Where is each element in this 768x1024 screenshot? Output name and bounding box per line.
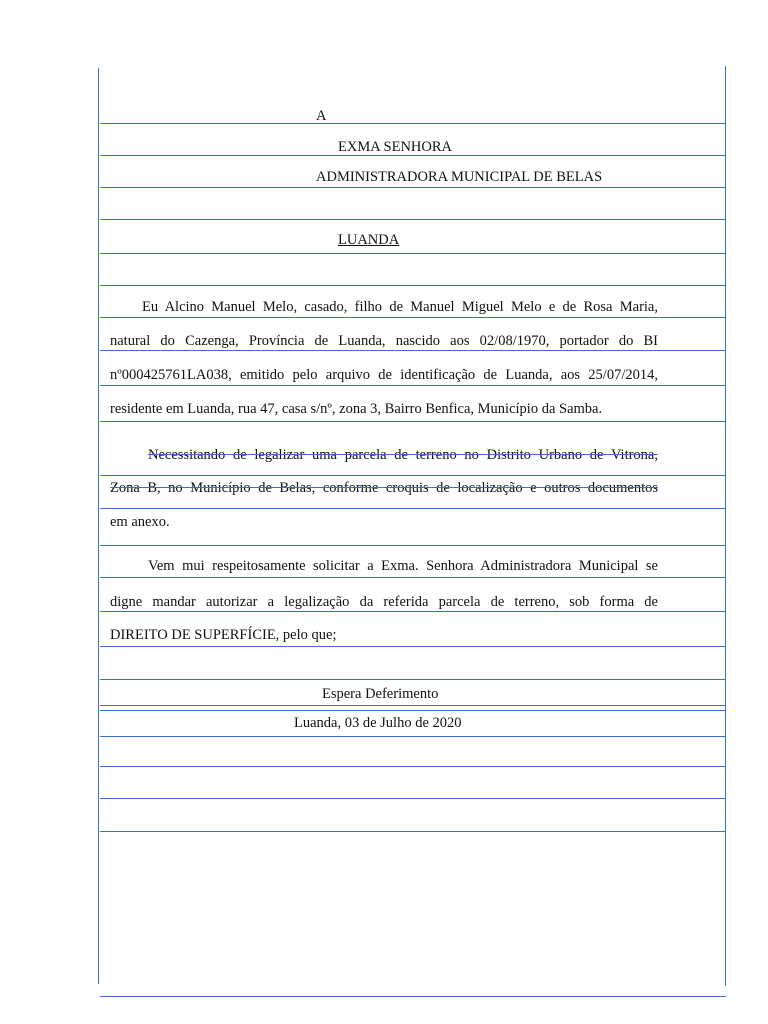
ruled-line: [100, 705, 726, 706]
paragraph-1-line-2: natural do Cazenga, Província de Luanda, nascido aos 02/08/1970, portador do BI: [110, 333, 658, 349]
ruled-line: [100, 545, 726, 546]
ruled-line: [100, 219, 726, 220]
paragraph-1-line-3: nº000425761LA038, emitido pelo arquivo de identificação de Luanda, aos 25/07/2014,: [110, 367, 658, 383]
paragraph-3-line-1: Vem mui respeitosamente solicitar a Exma. Senhora Administradora Municipal se: [148, 558, 658, 574]
ruled-line: [100, 646, 726, 647]
ruled-line: [100, 798, 726, 799]
ruled-line: [100, 385, 726, 386]
ruled-line: [100, 736, 726, 737]
ruled-line: [100, 350, 726, 351]
ruled-line: [100, 679, 726, 680]
recipient-city: LUANDA: [338, 232, 400, 248]
ruled-line: [100, 421, 726, 422]
ruled-line: [100, 577, 726, 578]
paragraph-1-line-1: Eu Alcino Manuel Melo, casado, filho de Manuel Miguel Melo e de Rosa Maria,: [142, 299, 658, 315]
recipient-title: EXMA SENHORA: [338, 139, 452, 155]
ruled-line: [100, 253, 726, 254]
ruled-line: [100, 710, 726, 711]
ruled-line: [100, 831, 726, 832]
paragraph-3-line-3: DIREITO DE SUPERFÍCIE, pelo que;: [110, 627, 337, 643]
ruled-line: [100, 766, 726, 767]
ruled-line: [100, 508, 726, 509]
paragraph-3-line-2: digne mandar autorizar a legalização da referida parcela de terreno, sob forma de: [110, 594, 658, 610]
ruled-line: [100, 996, 726, 997]
ruled-line: [100, 317, 726, 318]
ruled-line: [100, 475, 726, 476]
left-margin-rule: [98, 68, 99, 984]
ruled-line: [100, 123, 726, 124]
recipient-office: ADMINISTRADORA MUNICIPAL DE BELAS: [316, 169, 603, 185]
ruled-line: [100, 285, 726, 286]
closing-line: Espera Deferimento: [322, 686, 439, 702]
ruled-line: [100, 611, 726, 612]
salutation: A: [316, 108, 327, 124]
paragraph-2-line-2: Zona B, no Município de Belas, conforme croquis de localização e outros documentos: [110, 480, 658, 496]
date-line: Luanda, 03 de Julho de 2020: [294, 715, 462, 731]
right-margin-rule: [725, 66, 726, 986]
ruled-line: [100, 187, 726, 188]
paragraph-2-line-1: Necessitando de legalizar uma parcela de terreno no Distrito Urbano de Vitrona,: [148, 447, 658, 463]
paragraph-1-line-4: residente em Luanda, rua 47, casa s/nº, zona 3, Bairro Benfica, Município da Samba.: [110, 401, 603, 417]
paragraph-2-line-3: em anexo.: [110, 514, 170, 530]
